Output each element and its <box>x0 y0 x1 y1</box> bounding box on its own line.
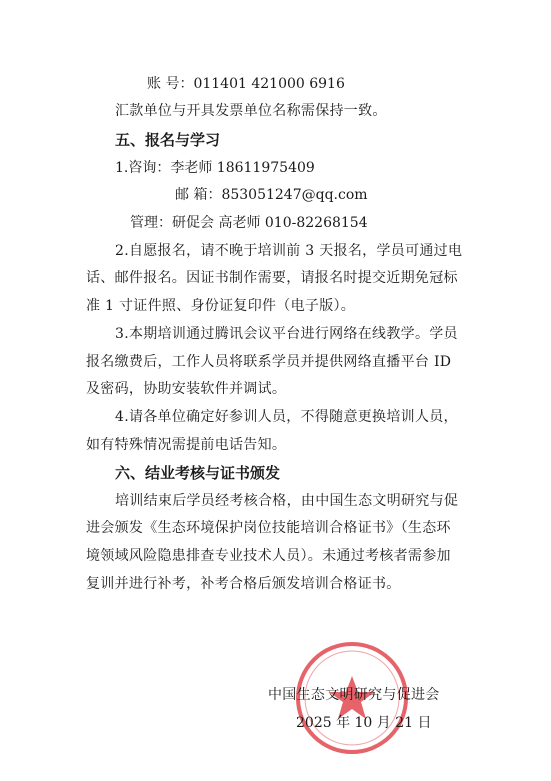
email-line: 邮 箱：853051247@qq.com <box>175 187 368 203</box>
signature-org: 中国生态文明研究与促进会 <box>268 687 440 703</box>
account-number-line: 账 号：011401 421000 6916 <box>147 76 345 92</box>
consult-line: 1.咨询：李老师 18611975409 <box>115 160 315 176</box>
section6-line-3: 境领域风险隐患排查专业技术人员）。未通过考核者需参加 <box>86 548 451 564</box>
item3-line-1: 3.本期培训通过腾讯会议平台进行网络在线教学。学员 <box>115 326 458 342</box>
section6-line-2: 进会颁发《生态环境保护岗位技能培训合格证书》（生态环 <box>86 520 451 536</box>
item2-line-2: 话、邮件报名。因证书制作需要，请报名时提交近期免冠标 <box>86 270 458 286</box>
item2-line-1: 2.自愿报名，请不晚于培训前 3 天报名，学员可通过电 <box>115 243 463 259</box>
item4-line-2: 如有特殊情况需提前电话告知。 <box>86 437 287 453</box>
item3-line-3: 及密码，协助安装软件并调试。 <box>86 381 287 397</box>
item4-line-1: 4.请各单位确定好参训人员，不得随意更换培训人员， <box>115 409 458 425</box>
item3-line-2: 报名缴费后，工作人员将联系学员并提供网络直播平台 ID <box>86 354 452 370</box>
signature-date: 2025 年 10 月 21 日 <box>296 715 432 731</box>
section6-line-4: 复训并进行补考，补考合格后颁发培训合格证书。 <box>86 576 401 592</box>
section5-heading: 五、报名与学习 <box>115 131 221 149</box>
manage-line: 管理：研促会 高老师 010-82268154 <box>130 215 368 231</box>
section6-line-1: 培训结束后学员经考核合格，由中国生态文明研究与促 <box>115 493 459 509</box>
section6-heading: 六、结业考核与证书颁发 <box>115 464 281 482</box>
remit-note: 汇款单位与开具发票单位名称需保持一致。 <box>115 103 387 119</box>
item2-line-3: 准 1 寸证件照、身份证复印件（电子版）。 <box>86 298 356 314</box>
